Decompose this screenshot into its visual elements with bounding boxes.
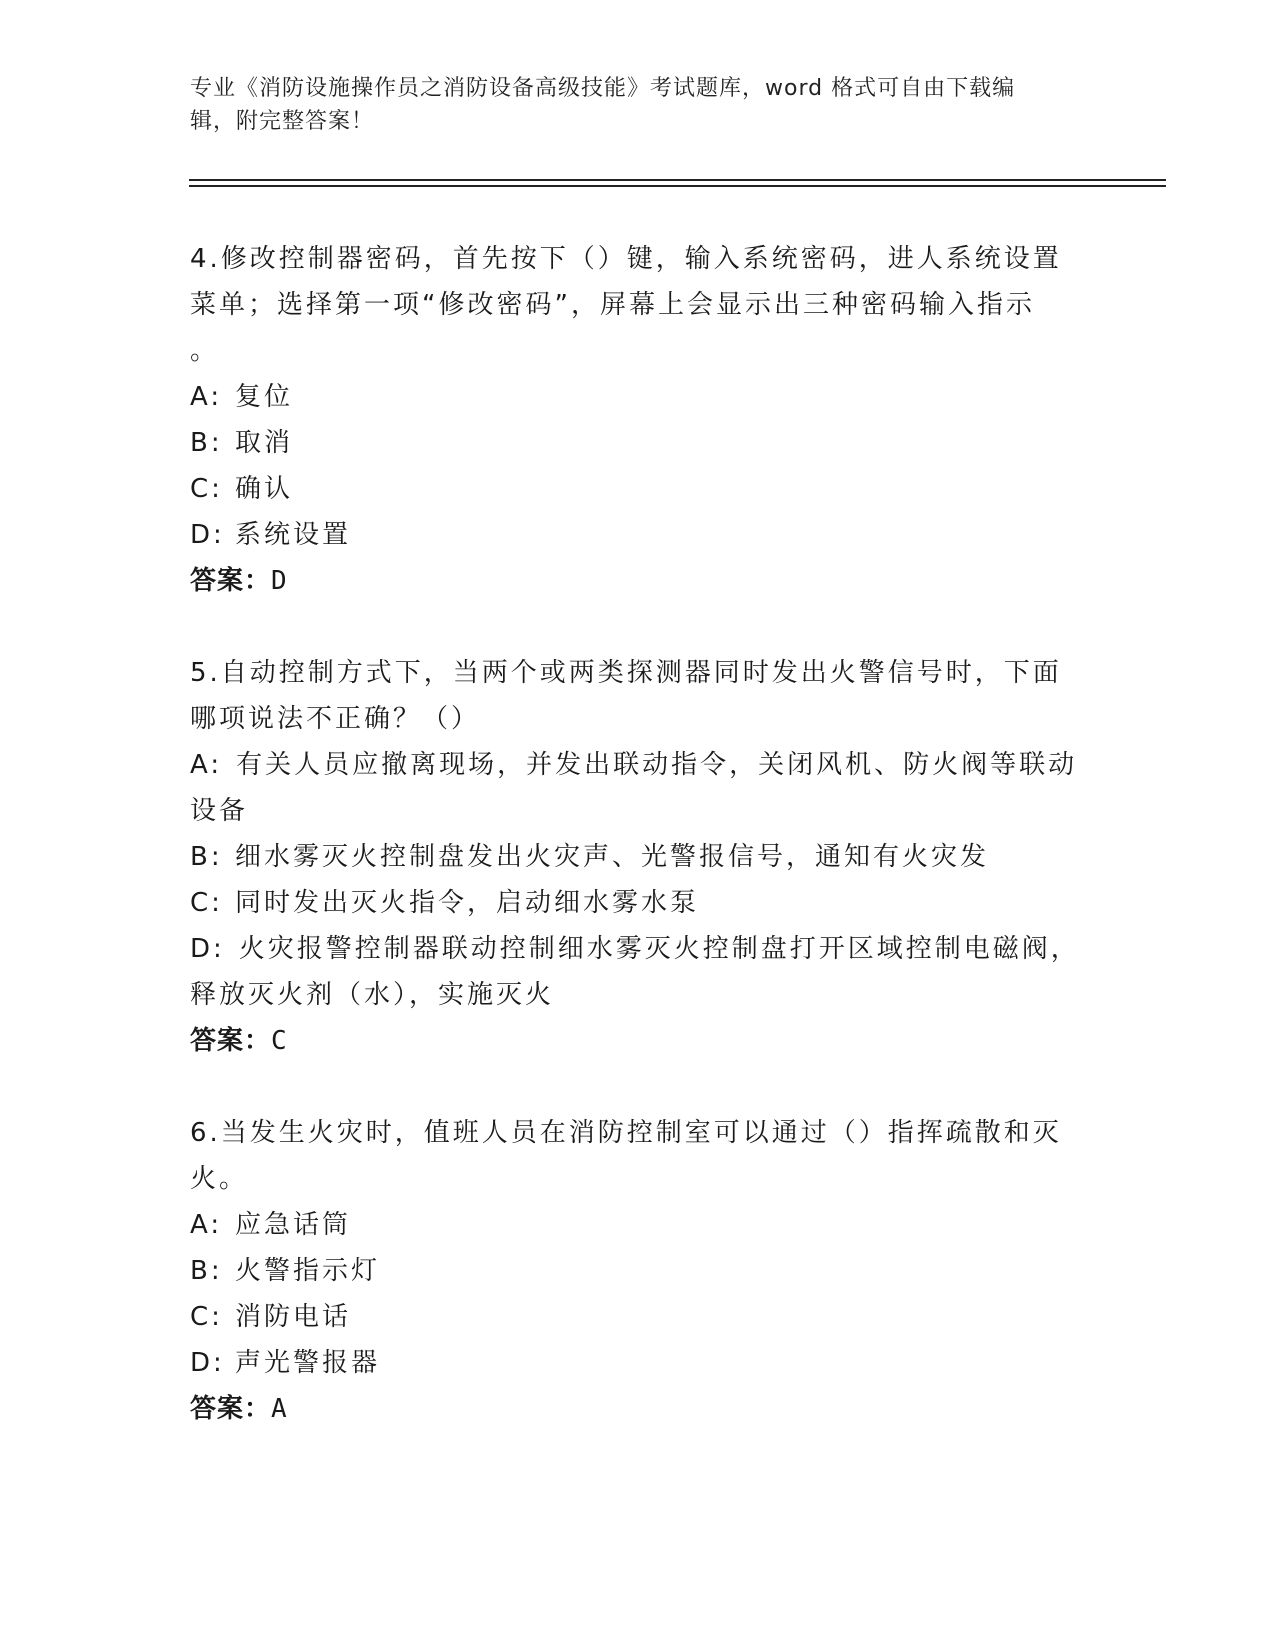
option-c — [190, 466, 1090, 512]
option-text: 消防电话 — [235, 1302, 352, 1332]
option-letter: D: — [190, 520, 225, 550]
answer-label: 答案： — [190, 1026, 272, 1056]
option-letter: A: — [190, 1210, 223, 1240]
option-text: 声光警报器 — [235, 1348, 381, 1378]
question-5 — [190, 650, 1090, 1064]
option-b — [190, 420, 1090, 466]
option-text: 应急话筒 — [235, 1210, 352, 1240]
option-letter: D: — [190, 1348, 225, 1378]
answer-value: C — [271, 1026, 288, 1056]
answer-line — [190, 558, 1090, 604]
question-stem — [190, 650, 1090, 742]
option-text-continued: 释放灭火剂（水），实施灭火 — [190, 980, 555, 1010]
option-d — [190, 1340, 1090, 1386]
option-d — [190, 512, 1090, 558]
stem-line: 火。 — [190, 1164, 249, 1194]
stem-line: 5.自动控制方式下，当两个或两类探测器同时发出火警信号时，下面 — [190, 658, 1062, 688]
stem-line: 。 — [190, 336, 220, 366]
option-text: 有关人员应撤离现场，并发出联动指令，关闭风机、防火阀等联动 — [236, 750, 1078, 780]
option-text: 系统设置 — [235, 520, 352, 550]
stem-line: 6.当发生火灾时，值班人员在消防控制室可以通过（）指挥疏散和灭 — [190, 1118, 1062, 1148]
option-a — [190, 374, 1090, 420]
option-text: 同时发出灭火指令，启动细水雾水泵 — [235, 888, 700, 918]
answer-label: 答案： — [190, 566, 272, 596]
option-text: 细水雾灭火控制盘发出火灾声、光警报信号，通知有火灾发 — [235, 842, 990, 872]
option-letter: A: — [190, 382, 223, 412]
question-4 — [190, 236, 1090, 604]
answer-label: 答案： — [190, 1394, 272, 1424]
stem-line: 4.修改控制器密码，首先按下（）键，输入系统密码，进人系统设置 — [190, 244, 1062, 274]
option-b — [190, 834, 1090, 880]
option-d — [190, 926, 1090, 1018]
answer-line — [190, 1018, 1090, 1064]
header-divider-top — [189, 179, 1166, 181]
option-text: 火警指示灯 — [235, 1256, 381, 1286]
stem-line: 菜单；选择第一项“修改密码”，屏幕上会显示出三种密码输入指示 — [190, 290, 1035, 320]
option-text: 复位 — [235, 382, 294, 412]
option-letter: B: — [190, 1256, 223, 1286]
option-c — [190, 880, 1090, 926]
answer-line — [190, 1386, 1090, 1432]
option-b — [190, 1248, 1090, 1294]
option-text-continued: 设备 — [190, 796, 249, 826]
stem-line: 哪项说法不正确？（） — [190, 704, 481, 734]
option-letter: A: — [190, 750, 223, 780]
question-stem — [190, 236, 1090, 374]
option-letter: B: — [190, 428, 223, 458]
header-line-2: 辑，附完整答案！ — [190, 109, 375, 134]
answer-value: D — [271, 566, 288, 596]
option-c — [190, 1294, 1090, 1340]
option-a — [190, 1202, 1090, 1248]
option-letter: C: — [190, 888, 223, 918]
option-a — [190, 742, 1090, 834]
option-letter: B: — [190, 842, 223, 872]
header-divider-bottom — [189, 185, 1166, 187]
option-text: 确认 — [235, 474, 294, 504]
answer-value: A — [271, 1394, 288, 1424]
document-header — [190, 72, 1090, 138]
option-text: 取消 — [235, 428, 294, 458]
question-6 — [190, 1110, 1090, 1432]
option-text: 火灾报警控制器联动控制细水雾灭火控制盘打开区域控制电磁阀， — [238, 934, 1080, 964]
option-letter: C: — [190, 474, 223, 504]
header-line-1: 专业《消防设施操作员之消防设备高级技能》考试题库，word 格式可自由下载编 — [190, 76, 1016, 101]
option-letter: C: — [190, 1302, 223, 1332]
option-letter: D: — [190, 934, 225, 964]
question-stem — [190, 1110, 1090, 1202]
